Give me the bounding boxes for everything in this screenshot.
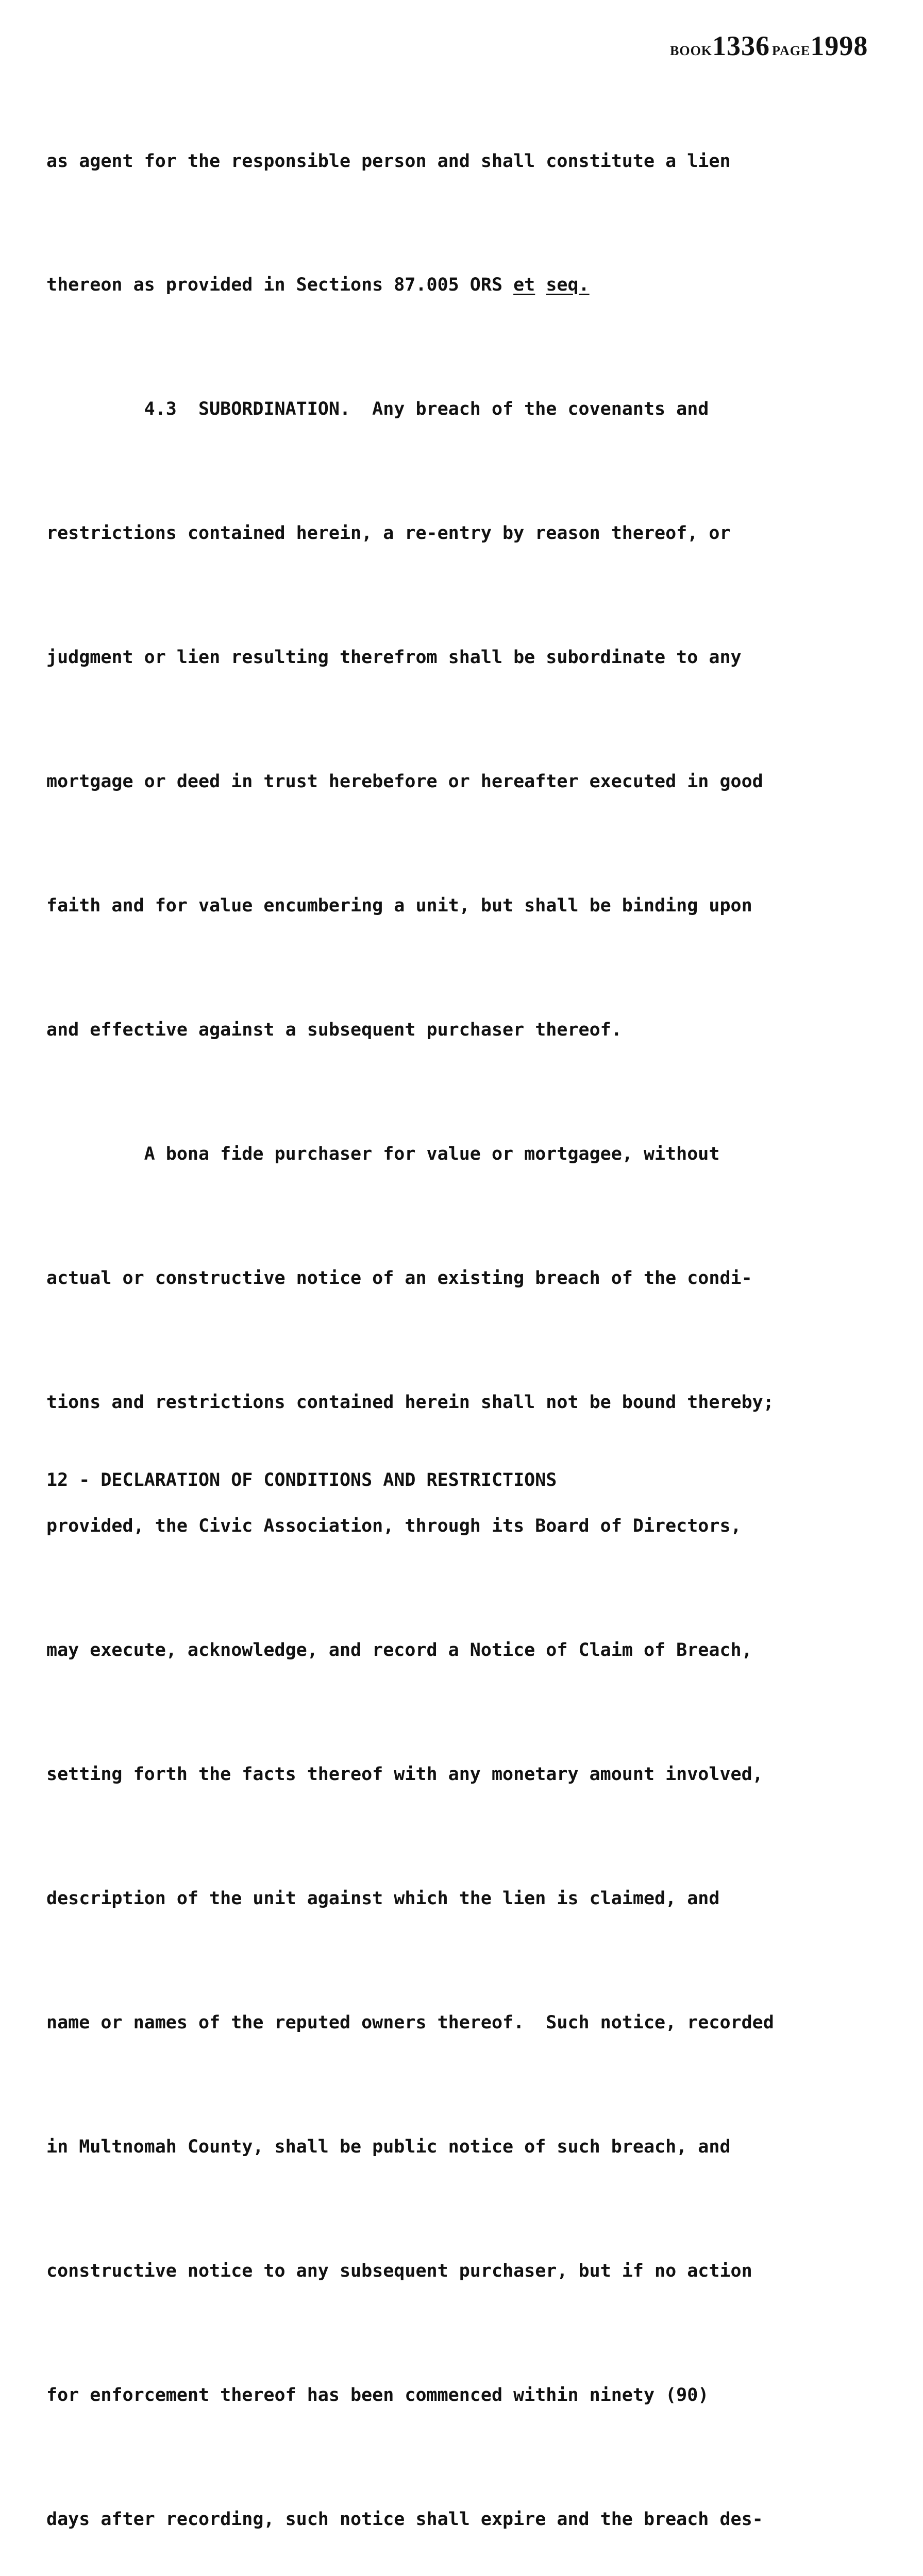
page-footer: 12 - DECLARATION OF CONDITIONS AND RESTRICTIONS — [46, 1470, 557, 1490]
underlined-et: et — [513, 275, 535, 296]
body-line: restrictions contained herein, a re-entry by reason thereof, or — [46, 523, 731, 544]
body-line: mortgage or deed in trust herebefore or hereafter executed in good — [46, 771, 763, 792]
section-4-3-heading-line: 4.3 SUBORDINATION. Any breach of the covenants and — [46, 399, 709, 420]
body-line: days after recording, such notice shall expire and the breach des- — [46, 2509, 763, 2530]
body-line: name or names of the reputed owners thereof. Such notice, recorded — [46, 2012, 774, 2033]
body-line: setting forth the facts thereof with any monetary amount involved, — [46, 1764, 763, 1785]
body-line: provided, the Civic Association, through its Board of Directors, — [46, 1516, 742, 1537]
body-line: and effective against a subsequent purchaser thereof. — [46, 1019, 622, 1040]
body-line: judgment or lien resulting therefrom shall be subordinate to any — [46, 647, 742, 668]
body-line: may execute, acknowledge, and record a Notice of Claim of Breach, — [46, 1640, 752, 1661]
body-line: description of the unit against which the lien is claimed, and — [46, 1888, 720, 1909]
book-page-stamp — [670, 30, 886, 61]
page-label: PAGE — [772, 43, 811, 58]
paragraph-start-line: A bona fide purchaser for value or mortgagee, without — [46, 1143, 720, 1164]
body-line: constructive notice to any subsequent purchaser, but if no action — [46, 2260, 752, 2281]
body-line: faith and for value encumbering a unit, but shall be binding upon — [46, 895, 752, 916]
body-line: actual or constructive notice of an existing breach of the condi- — [46, 1267, 752, 1289]
book-label: BOOK — [670, 43, 713, 58]
body-line-with-citation — [46, 264, 881, 306]
body-line-text: thereon as provided in Sections 87.005 ORS — [46, 275, 514, 296]
page-number: 1998 — [810, 30, 868, 61]
body-line: tions and restrictions contained herein shall not be bound thereby; — [46, 1392, 774, 1413]
body-line: for enforcement thereof has been commenced within ninety (90) — [46, 2384, 709, 2405]
book-number: 1336 — [712, 30, 770, 61]
underlined-seq: seq. — [546, 275, 590, 296]
body-line: as agent for the responsible person and shall constitute a lien — [46, 150, 731, 172]
body-line: in Multnomah County, shall be public notice of such breach, and — [46, 2136, 731, 2157]
document-body — [46, 58, 881, 2576]
